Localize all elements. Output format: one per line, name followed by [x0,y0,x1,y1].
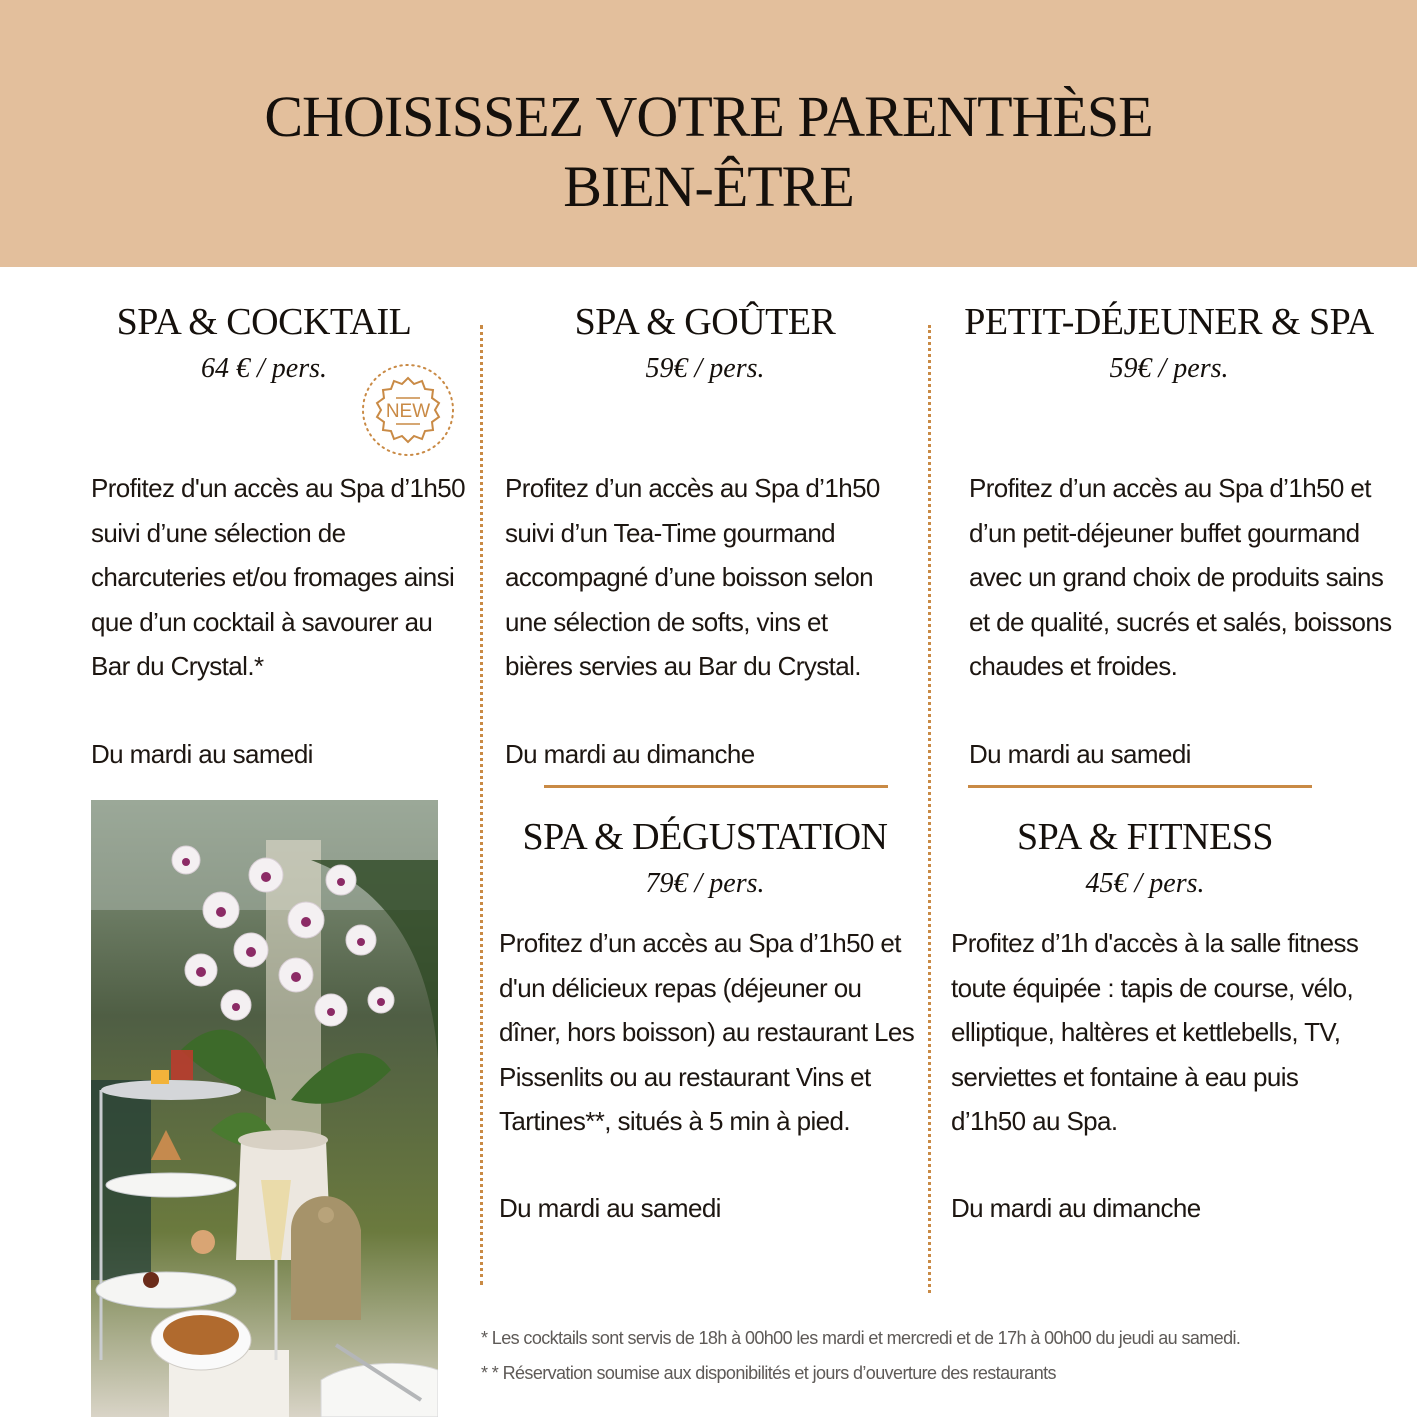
offer-days-spa-cocktail: Du mardi au samedi [91,739,313,769]
column-divider-right [928,325,931,1293]
page-title [0,82,1417,222]
page-title-line-2: BIEN-ÊTRE [563,154,854,219]
offer-days-petit-dejeuner-spa: Du mardi au samedi [969,739,1191,769]
offer-price-spa-degustation: 79€ / pers. [645,868,765,899]
section-divider-middle [544,785,888,788]
offer-days-spa-gouter: Du mardi au dimanche [505,739,755,769]
offer-price-spa-cocktail: 64 € / pers. [201,353,327,384]
offer-price-spa-fitness: 45€ / pers. [1085,868,1205,899]
offer-description-spa-fitness: Profitez d’1h d'accès à la salle fitness toute équipée : tapis de course, vélo, elliptique, haltères et kettlebells, TV, serviettes et fontaine à eau puis d’1h50 au Spa. [951,928,1359,1136]
header-banner [0,0,1417,267]
offer-title-spa-gouter: SPA & GOÛTER [574,301,836,343]
section-divider-right [968,785,1312,788]
offer-days-spa-degustation: Du mardi au samedi [499,1193,721,1223]
tea-time-orchid-photo [91,800,438,1417]
offer-title-spa-fitness: SPA & FITNESS [1016,816,1274,858]
offer-title-spa-degustation: SPA & DÉGUSTATION [522,816,888,858]
offer-description-spa-cocktail: Profitez d'un accès au Spa d’1h50 suivi d’une sélection de charcuteries et/ou fromages ainsi que d’un cocktail à savourer au Bar du Crystal.* [91,473,465,681]
offer-price-petit-dejeuner-spa: 59€ / pers. [1109,353,1229,384]
footnote-cocktails: * Les cocktails sont servis de 18h à 00h00 les mardi et mercredi et de 17h à 00h00 du jeudi au samedi. [481,1328,1241,1348]
offer-description-spa-gouter: Profitez d’un accès au Spa d’1h50 suivi d’un Tea-Time gourmand accompagné d’une boisson selon une sélection de softs, vins et bières servies au Bar du Crystal. [505,473,880,681]
offer-description-petit-dejeuner-spa: Profitez d’un accès au Spa d’1h50 et d’un petit-déjeuner buffet gourmand avec un grand choix de produits sains et de qualité, sucrés et salés, boissons chaudes et froides. [969,473,1392,681]
offer-days-spa-fitness: Du mardi au dimanche [951,1193,1201,1223]
new-badge-icon [360,362,456,458]
offer-title-petit-dejeuner-spa: PETIT-DÉJEUNER & SPA [964,301,1374,343]
offer-title-spa-cocktail: SPA & COCKTAIL [116,301,412,343]
offer-price-spa-gouter: 59€ / pers. [645,353,765,384]
page-title-line-1: CHOISISSEZ VOTRE PARENTHÈSE [264,84,1153,149]
footnote-reservation: * * Réservation soumise aux disponibilités et jours d’ouverture des restaurants [481,1363,1056,1383]
column-divider-left [480,325,483,1285]
offer-description-spa-degustation: Profitez d’un accès au Spa d’1h50 et d'un délicieux repas (déjeuner ou dîner, hors boisson) au restaurant Les Pissenlits ou au restaurant Vins et Tartines**, situés à 5 min à pied. [499,928,915,1136]
new-badge-label: NEW [385,401,431,422]
